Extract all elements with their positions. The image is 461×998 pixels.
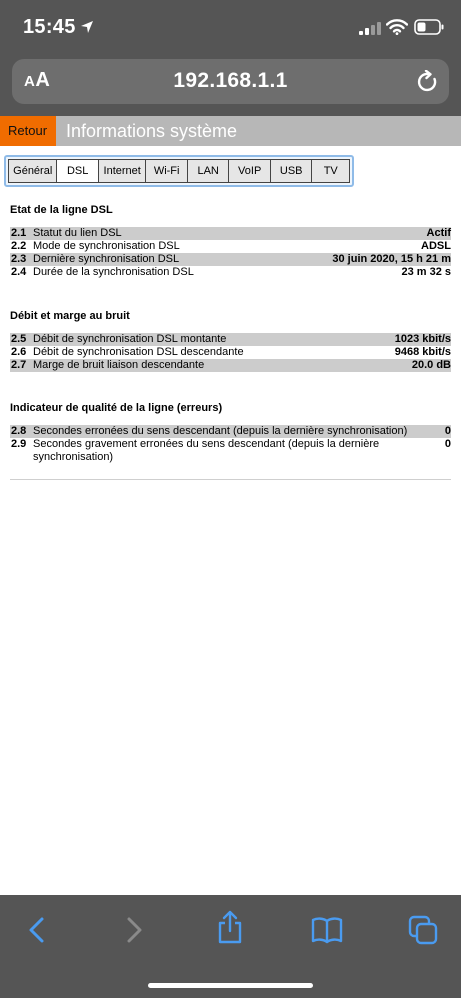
row-label: Débit de synchronisation DSL descendante bbox=[33, 346, 244, 358]
status-time: 15:45 bbox=[23, 16, 76, 38]
wifi-icon bbox=[386, 19, 408, 35]
tab-tv[interactable]: TV bbox=[311, 159, 350, 183]
row-value: Actif bbox=[426, 227, 451, 239]
forward-icon[interactable] bbox=[119, 915, 147, 945]
row-number: 2.1 bbox=[11, 227, 27, 239]
row-value: 0 bbox=[444, 438, 451, 450]
row-number: 2.5 bbox=[11, 333, 27, 345]
status-bar bbox=[0, 0, 461, 56]
row-value: 20.0 dB bbox=[411, 359, 451, 371]
cellular-signal-icon bbox=[359, 22, 381, 35]
section-title-rate-noise: Débit et marge au bruit bbox=[10, 310, 130, 322]
address-bar[interactable] bbox=[12, 59, 449, 104]
table-row bbox=[10, 438, 451, 463]
page-title: Informations système bbox=[66, 121, 238, 141]
row-number: 2.7 bbox=[11, 359, 27, 371]
table-row bbox=[10, 425, 451, 438]
page-header bbox=[0, 116, 461, 146]
share-icon[interactable] bbox=[216, 910, 244, 944]
table-row bbox=[10, 333, 451, 346]
line-status-table bbox=[10, 227, 451, 279]
row-label: Dernière synchronisation DSL bbox=[33, 253, 180, 265]
row-number: 2.2 bbox=[11, 240, 27, 252]
section-title-line-quality: Indicateur de qualité de la ligne (erreurs) bbox=[10, 402, 223, 414]
back-icon[interactable] bbox=[24, 915, 52, 945]
url-text[interactable]: 192.168.1.1 bbox=[173, 69, 288, 92]
row-number: 2.4 bbox=[11, 266, 27, 278]
table-row bbox=[10, 359, 451, 372]
table-row bbox=[10, 240, 451, 253]
rate-noise-table bbox=[10, 333, 451, 372]
row-value: 0 bbox=[444, 425, 451, 437]
row-value: 9468 kbit/s bbox=[394, 346, 451, 358]
row-label: Marge de bruit liaison descendante bbox=[33, 359, 205, 371]
browser-toolbar bbox=[0, 895, 461, 998]
divider bbox=[10, 479, 451, 480]
table-row bbox=[10, 266, 451, 279]
table-row bbox=[10, 227, 451, 240]
browser-top-bar bbox=[0, 0, 461, 116]
row-label: Statut du lien DSL bbox=[33, 227, 122, 239]
tab-internet[interactable]: Internet bbox=[98, 159, 145, 183]
section-title-line-status: Etat de la ligne DSL bbox=[10, 204, 113, 216]
table-row bbox=[10, 346, 451, 359]
tab-dsl[interactable]: DSL bbox=[56, 159, 98, 183]
row-label: Débit de synchronisation DSL montante bbox=[33, 333, 227, 345]
row-value: 30 juin 2020, 15 h 21 m bbox=[332, 253, 451, 265]
tab-wifi[interactable]: Wi-Fi bbox=[145, 159, 187, 183]
location-arrow-icon bbox=[80, 20, 94, 34]
tab-voip[interactable]: VoIP bbox=[228, 159, 270, 183]
row-label: Mode de synchronisation DSL bbox=[33, 240, 180, 252]
back-button[interactable]: Retour bbox=[0, 116, 56, 146]
row-number: 2.8 bbox=[11, 425, 27, 437]
row-label: Secondes erronées du sens descendant (depuis la dernière synchronisation) bbox=[33, 425, 408, 437]
table-row bbox=[10, 253, 451, 266]
row-value: 1023 kbit/s bbox=[394, 333, 451, 345]
row-number: 2.6 bbox=[11, 346, 27, 358]
row-value: 23 m 32 s bbox=[401, 266, 451, 278]
battery-icon bbox=[414, 19, 444, 35]
row-number: 2.3 bbox=[11, 253, 27, 265]
reader-settings-button[interactable]: AA bbox=[24, 69, 51, 91]
row-value: ADSL bbox=[421, 240, 451, 252]
tab-lan[interactable]: LAN bbox=[187, 159, 229, 183]
row-label: Secondes gravement erronées du sens descendant (depuis la dernière synchronisation) bbox=[33, 438, 380, 463]
tab-bar bbox=[4, 155, 354, 187]
home-indicator bbox=[148, 983, 313, 988]
line-quality-table bbox=[10, 425, 451, 463]
tab-general[interactable]: Général bbox=[8, 159, 56, 183]
tab-usb[interactable]: USB bbox=[270, 159, 312, 183]
bookmarks-icon[interactable] bbox=[311, 915, 343, 945]
tabs-icon[interactable] bbox=[408, 915, 438, 945]
row-label: Durée de la synchronisation DSL bbox=[33, 266, 194, 278]
row-number: 2.9 bbox=[11, 438, 27, 450]
reload-icon[interactable] bbox=[417, 70, 439, 94]
